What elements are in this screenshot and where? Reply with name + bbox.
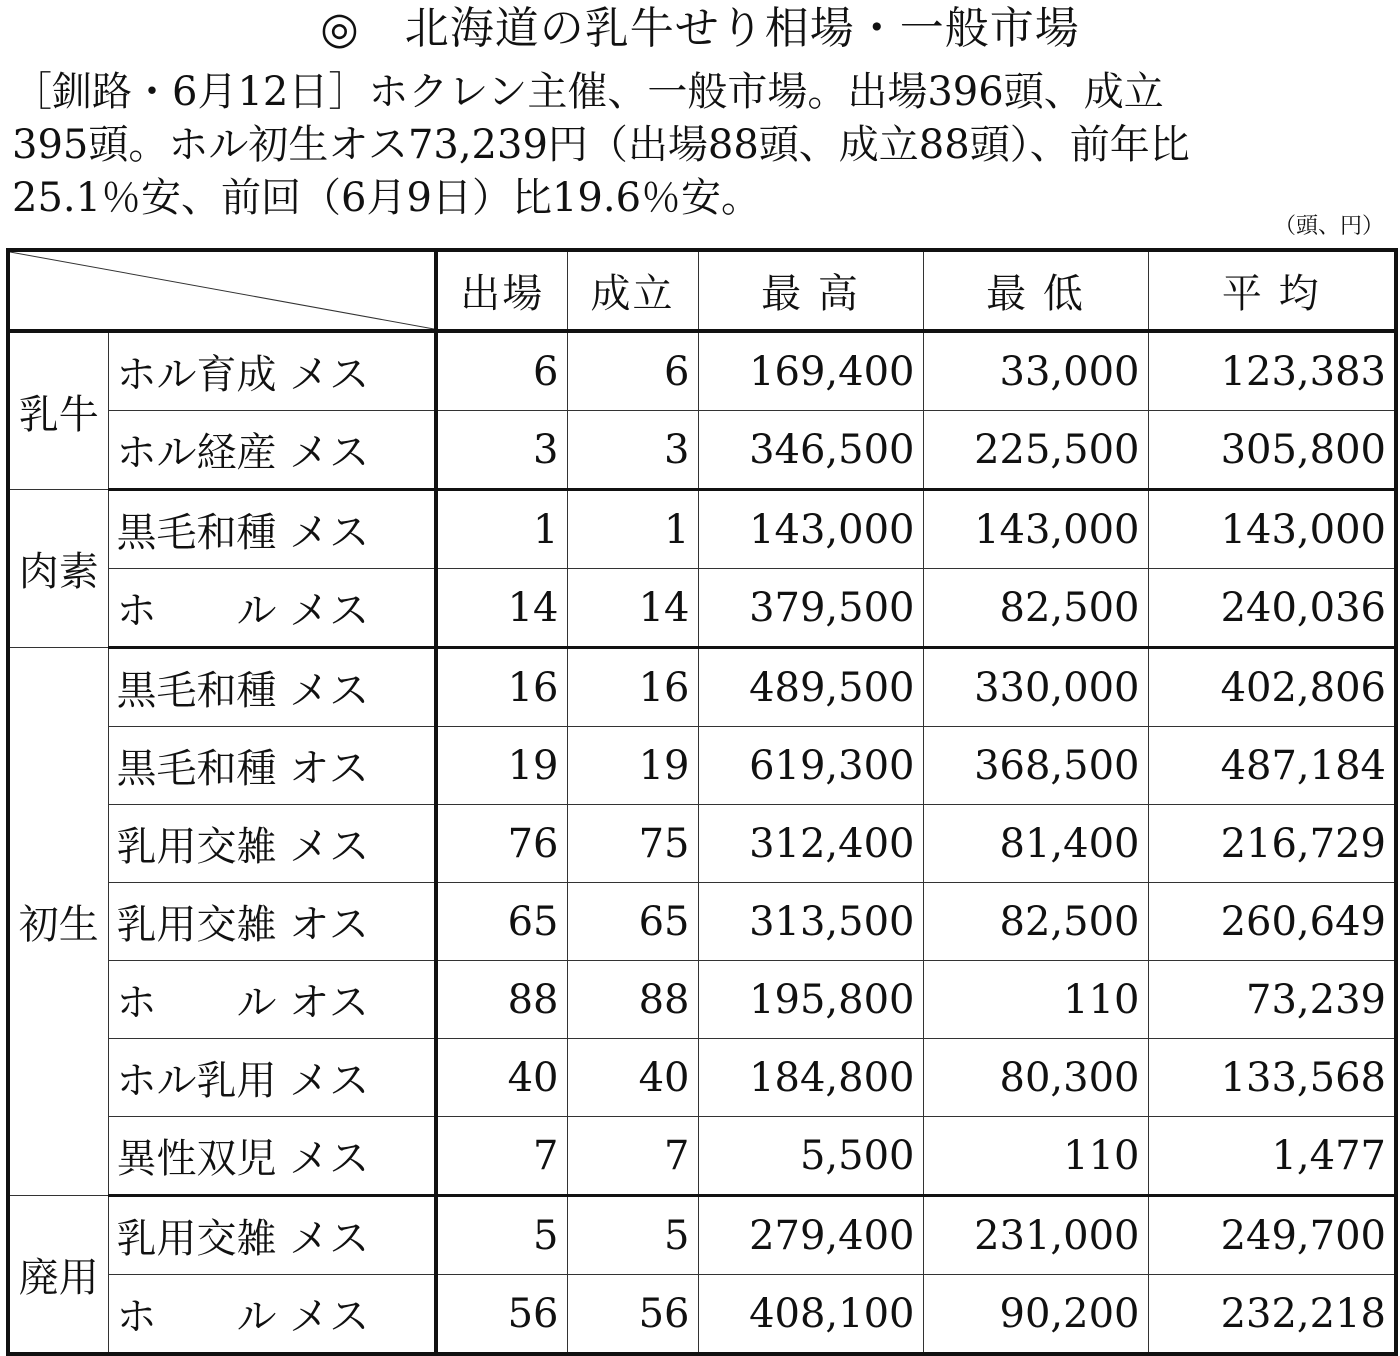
- avg-price-cell: 143,000: [1148, 490, 1396, 569]
- header-avg: 平 均: [1148, 250, 1396, 331]
- lead-line: 395頭。ホル初生オス73,239円（出場88頭、成立88頭）、前年比: [12, 122, 1190, 168]
- table-row: [8, 727, 1396, 805]
- min-price-cell: 90,200: [923, 1275, 1148, 1355]
- table-row: [8, 331, 1396, 411]
- max-price-cell: 195,800: [698, 961, 923, 1039]
- seiritsu-cell: 40: [567, 1039, 698, 1117]
- seiritsu-cell: 6: [567, 331, 698, 411]
- table-row: [8, 490, 1396, 569]
- max-price-cell: 279,400: [698, 1196, 923, 1275]
- seiritsu-cell: 5: [567, 1196, 698, 1275]
- group-label: 乳牛: [8, 331, 108, 490]
- seiritsu-cell: 88: [567, 961, 698, 1039]
- shutsujo-cell: 19: [436, 727, 567, 805]
- min-price-cell: 110: [923, 961, 1148, 1039]
- max-price-cell: 184,800: [698, 1039, 923, 1117]
- seiritsu-cell: 3: [567, 411, 698, 490]
- table-body: [8, 331, 1396, 1354]
- shutsujo-cell: 1: [436, 490, 567, 569]
- item-cell: 乳用交雑 メス: [108, 805, 436, 883]
- lead-line: 25.1％安、前回（6月9日）比19.6％安。: [12, 175, 762, 221]
- avg-price-cell: 216,729: [1148, 805, 1396, 883]
- item-cell: 黒毛和種 メス: [108, 490, 436, 569]
- group-label: 初生: [8, 648, 108, 1196]
- header-max: 最 高: [698, 250, 923, 331]
- min-price-cell: 110: [923, 1117, 1148, 1196]
- shutsujo-cell: 6: [436, 331, 567, 411]
- avg-price-cell: 1,477: [1148, 1117, 1396, 1196]
- min-price-cell: 82,500: [923, 883, 1148, 961]
- header-shutsujo: 出場: [436, 250, 567, 331]
- lead-line: ［釧路・6月12日］ホクレン主催、一般市場。出場396頭、成立: [12, 69, 1164, 115]
- item-cell: ホ ル メス: [108, 569, 436, 648]
- item-cell: ホ ル メス: [108, 1275, 436, 1355]
- item-cell: ホル経産 メス: [108, 411, 436, 490]
- units-note: （頭、円）: [1273, 214, 1384, 239]
- shutsujo-cell: 65: [436, 883, 567, 961]
- seiritsu-cell: 1: [567, 490, 698, 569]
- seiritsu-cell: 19: [567, 727, 698, 805]
- shutsujo-cell: 40: [436, 1039, 567, 1117]
- avg-price-cell: 123,383: [1148, 331, 1396, 411]
- min-price-cell: 231,000: [923, 1196, 1148, 1275]
- min-price-cell: 143,000: [923, 490, 1148, 569]
- table-row: [8, 1196, 1396, 1275]
- item-cell: ホ ル オス: [108, 961, 436, 1039]
- max-price-cell: 489,500: [698, 648, 923, 727]
- header-min: 最 低: [923, 250, 1148, 331]
- seiritsu-cell: 14: [567, 569, 698, 648]
- shutsujo-cell: 16: [436, 648, 567, 727]
- seiritsu-cell: 16: [567, 648, 698, 727]
- header-row: [8, 250, 1396, 331]
- table-row: [8, 569, 1396, 648]
- lead-paragraph: [12, 66, 1388, 225]
- min-price-cell: 80,300: [923, 1039, 1148, 1117]
- max-price-cell: 312,400: [698, 805, 923, 883]
- seiritsu-cell: 75: [567, 805, 698, 883]
- max-price-cell: 143,000: [698, 490, 923, 569]
- seiritsu-cell: 65: [567, 883, 698, 961]
- shutsujo-cell: 5: [436, 1196, 567, 1275]
- avg-price-cell: 73,239: [1148, 961, 1396, 1039]
- max-price-cell: 5,500: [698, 1117, 923, 1196]
- seiritsu-cell: 56: [567, 1275, 698, 1355]
- shutsujo-cell: 76: [436, 805, 567, 883]
- max-price-cell: 346,500: [698, 411, 923, 490]
- header-seiritsu: 成立: [567, 250, 698, 331]
- item-cell: ホル乳用 メス: [108, 1039, 436, 1117]
- min-price-cell: 33,000: [923, 331, 1148, 411]
- item-cell: 異性双児 メス: [108, 1117, 436, 1196]
- price-table: [6, 248, 1398, 1356]
- avg-price-cell: 232,218: [1148, 1275, 1396, 1355]
- table-row: [8, 1275, 1396, 1355]
- min-price-cell: 368,500: [923, 727, 1148, 805]
- table-row: [8, 411, 1396, 490]
- item-cell: 黒毛和種 オス: [108, 727, 436, 805]
- table-row: [8, 961, 1396, 1039]
- item-cell: 乳用交雑 メス: [108, 1196, 436, 1275]
- avg-price-cell: 249,700: [1148, 1196, 1396, 1275]
- avg-price-cell: 133,568: [1148, 1039, 1396, 1117]
- avg-price-cell: 240,036: [1148, 569, 1396, 648]
- max-price-cell: 408,100: [698, 1275, 923, 1355]
- page-title: ◎ 北海道の乳牛せり相場・一般市場: [320, 3, 1080, 54]
- item-cell: 黒毛和種 メス: [108, 648, 436, 727]
- shutsujo-cell: 14: [436, 569, 567, 648]
- min-price-cell: 81,400: [923, 805, 1148, 883]
- table-row: [8, 805, 1396, 883]
- max-price-cell: 169,400: [698, 331, 923, 411]
- max-price-cell: 313,500: [698, 883, 923, 961]
- min-price-cell: 330,000: [923, 648, 1148, 727]
- group-label: 廃用: [8, 1196, 108, 1355]
- max-price-cell: 379,500: [698, 569, 923, 648]
- max-price-cell: 619,300: [698, 727, 923, 805]
- shutsujo-cell: 7: [436, 1117, 567, 1196]
- avg-price-cell: 402,806: [1148, 648, 1396, 727]
- table-row: [8, 1039, 1396, 1117]
- avg-price-cell: 305,800: [1148, 411, 1396, 490]
- min-price-cell: 82,500: [923, 569, 1148, 648]
- shutsujo-cell: 3: [436, 411, 567, 490]
- diagonal-line: [10, 252, 434, 329]
- corner-cell: [8, 250, 436, 331]
- avg-price-cell: 487,184: [1148, 727, 1396, 805]
- table-row: [8, 883, 1396, 961]
- seiritsu-cell: 7: [567, 1117, 698, 1196]
- shutsujo-cell: 88: [436, 961, 567, 1039]
- avg-price-cell: 260,649: [1148, 883, 1396, 961]
- shutsujo-cell: 56: [436, 1275, 567, 1355]
- min-price-cell: 225,500: [923, 411, 1148, 490]
- table-row: [8, 1117, 1396, 1196]
- table-row: [8, 648, 1396, 727]
- item-cell: ホル育成 メス: [108, 331, 436, 411]
- group-label: 肉素: [8, 490, 108, 648]
- item-cell: 乳用交雑 オス: [108, 883, 436, 961]
